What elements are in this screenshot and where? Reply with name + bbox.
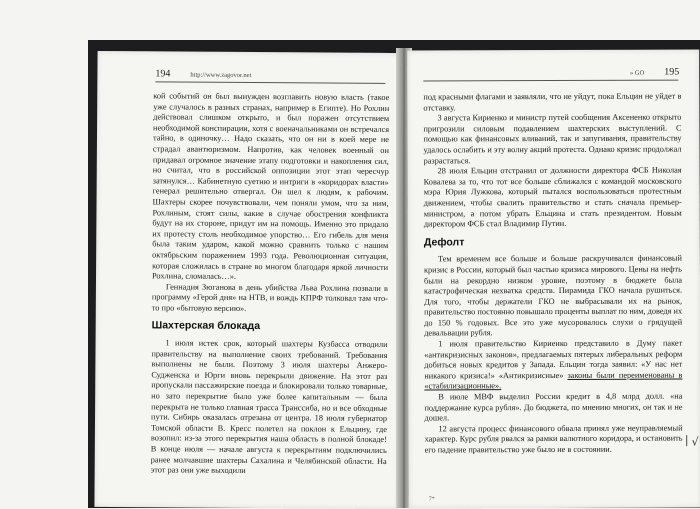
left-paragraph-1: кой событий он был вынужден возглавить новую власть (такое уже случалось в разных странах, например в Египте). Но Рохлин действовал слишком открыто, и был поражен отсутствием необходимой конспирации, хотя с военачальниками он встречался тайно, в одиночку… Надо сказать, что он ни в коей мере не страдал авантюризмом. Напротив, как человек военный он придавал огромное значение этапу подготовки и накопления сил, но считал, что в российской оппозиции этот этап чересчур затянулся… Кабинетную суетню и интриги в «коридорах власти» генерал решительно отвергал. Он шел к людям, к рабочим. Шахтеры скорее почувствовали, чем поняли умом, что за ним, Рохлиным, стоят силы, какие в случае обострения конфликта будут на их стороне, придут им на помощь. Именно это придало их протесту столь необходимое упорство… Его гибель для меня была таким ударом, какой можно сравнить только с нашим октябрьским поражением 1993 года. Революционная ситуация, которая сложилась в стране во многом благодаря яркой личности Рохлина, сломалась…». (151, 91, 390, 282)
right-page-go-mark: » GO (630, 69, 645, 77)
left-page-header (155, 68, 251, 80)
underlined-laws-renamed: законы были переименованы в «стабилизационные». (424, 370, 683, 391)
left-page-number: 194 (155, 68, 171, 80)
left-page-text (151, 91, 390, 477)
right-page-text (423, 92, 682, 456)
right-paragraph-6: В июле МВФ выделил России кредит в 4,8 млрд долл. «на поддержание курса рубля». До бюджета, по мнению многих, он так и не дошел. (424, 391, 683, 423)
right-paragraph-2: 3 августа Кириенко и министр путей сообщения Аксененко открыто пригрозили силовым подавлением шахтерских выступлений. С помощью как финансовых вливаний, так и запугивания, правительству удалось ослабить и эту волну акций протеста. Однако кризис продолжал разрастаться. (423, 112, 682, 166)
left-page-site: http://www.zagovor.net (190, 71, 252, 80)
right-paragraph-4: Тем временем все больше и больше раскручивался финансовый кризис в России, который был частью кризиса мирового. Цены на нефть были на рекордно низком уровне, поэтому в бюджете была катастрофическая нехватка средств. Пирамида ГКО начала рушиться. Для того, чтобы держатели ГКО не выбрасывали их на рынок, правительство постоянно повышало проценты выплат по ним, доведя их до 150 % годовых. Все это уже мусоровалось слухи о грядущей девальвации рубля. (423, 253, 683, 338)
right-page (407, 49, 700, 508)
right-paragraph-3: 28 июля Ельцин отстранил от должности директора ФСБ Николая Ковалева за то, что тот все больше сближался с командой московского мэра Юрия Лужкова, который пытался воспользоваться протестным движением, чтобы свалить правительство и стать сначала премьер-министром, а потом убрать Ельцина и стать президентом. Новым директором ФСБ стал Владимир Путин. (423, 165, 682, 229)
left-paragraph-3: 1 июля истек срок, который шахтеры Кузбасса отводили правительству на выполнение своих требований. Требования выполнены не были. Поэтому 3 июля шахтеры Анжеро-Судженска и Юрги вновь перекрыли движение. На этот раз пропускали пассажирские поезда и блокировали только товарные, но зато перекрытие было уже более капитальным — была перекрыта не только главная трасса Транссиба, но и все обходные пути. Сибирь оказалась отрезана от центра. 18 июля губернатор Томской области В. Кресс полетел на поклон к Ельцину, где возопил: из-за этого перекрытия наша область в полной блокаде! В конце июля — начале августа к перекрытиям подключились ранее молчавшие шахтеры Сахалина и Челябинской области. На этот раз они уже выходили (150, 338, 388, 476)
left-paragraph-2: Геннадия Зюганова в день убийства Льва Рохлина позвали в программу «Герой дня» на НТВ, и вождь КПРФ толковал там что-то про «бытовую версию». (151, 282, 388, 313)
left-header-rule (155, 81, 385, 84)
section-title-blockade: Шахтерская блокада (151, 319, 261, 333)
left-page (94, 51, 401, 509)
right-paragraph-5 (424, 339, 682, 393)
right-page-header (630, 67, 679, 78)
section-title-default: Дефолт (423, 236, 465, 249)
margin-bracket-icon: | (684, 433, 689, 447)
right-paragraph-1: под красными флагами и заявляли, что не уйдут, пока Ельцин не уйдет в отставку. (423, 91, 682, 113)
right-paragraph-5-main: 1 июля правительство Кириенко представило в Думу пакет «антикризисных законов», предлагаемых пятерых либеральных реформ добиться новых кредитов у Запада. Ельцин тогда заявил: «У нас нет никакого кризиса!» «Антикризисные» (424, 338, 683, 381)
right-page-footer-mark: 7* (428, 496, 435, 503)
right-page-number: 195 (664, 66, 680, 78)
margin-checkmark-icon: √ (691, 435, 699, 449)
right-header-rule (423, 80, 678, 82)
right-paragraph-7: 12 августа процесс финансового обвала принял уже неуправляемый характер. Курс рубля рвался за рамки валютного коридора, и остановить его падение правительство уже было не в состоянии. (424, 423, 683, 455)
